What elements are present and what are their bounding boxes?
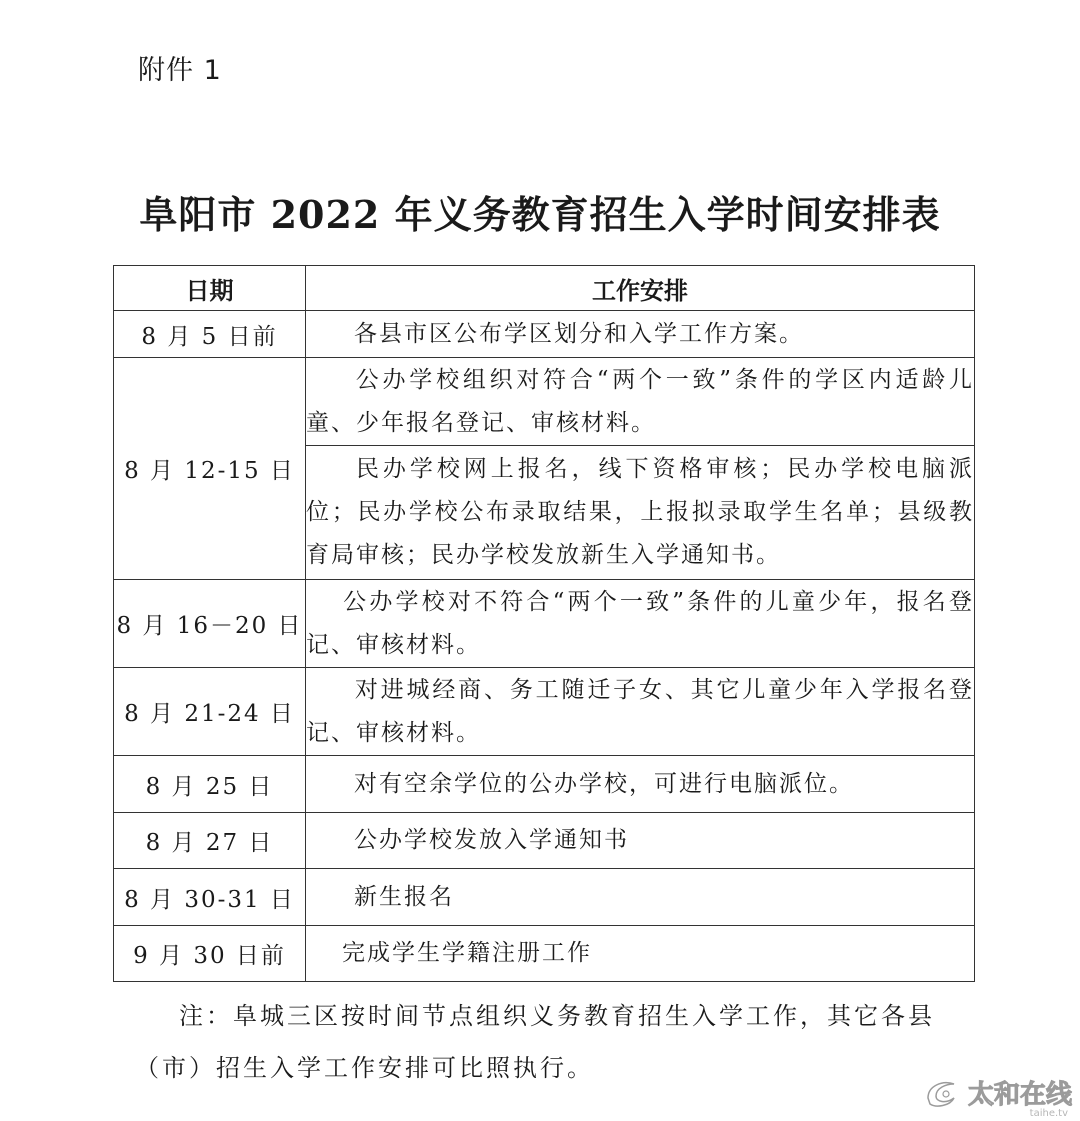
document-title: 阜阳市 2022 年义务教育招生入学时间安排表 xyxy=(139,192,941,237)
row-date: 8 月 21-24 日 xyxy=(114,668,306,756)
row-date: 8 月 16－20 日 xyxy=(114,580,306,668)
row-work xyxy=(306,311,975,358)
table-row xyxy=(114,926,975,982)
watermark-url: taihe.tv xyxy=(1029,1108,1068,1119)
table-row xyxy=(114,358,975,446)
work-text: 民办学校网上报名，线下资格审核；民办学校电脑派位；民办学校公布录取结果，上报拟录取学生名单；县级教育局审核；民办学校发放新生入学通知书。 xyxy=(306,456,974,568)
schedule-table xyxy=(113,265,975,982)
row-work xyxy=(306,580,975,668)
header-date: 日期 xyxy=(114,266,306,311)
attachment-label: 附件 1 xyxy=(138,55,222,86)
table-row xyxy=(114,668,975,756)
row-date: 8 月 30-31 日 xyxy=(114,869,306,926)
row-date: 8 月 25 日 xyxy=(114,756,306,813)
work-text: 公办学校对不符合“两个一致”条件的儿童少年，报名登记、审核材料。 xyxy=(306,588,974,658)
work-text: 新生报名 xyxy=(354,883,454,910)
row-work xyxy=(306,869,975,926)
row-work xyxy=(306,668,975,756)
row-work xyxy=(306,813,975,869)
table-row xyxy=(114,869,975,926)
work-text: 公办学校组织对符合“两个一致”条件的学区内适龄儿童、少年报名登记、审核材料。 xyxy=(306,366,974,436)
row-date: 8 月 12-15 日 xyxy=(114,358,306,580)
watermark-name: 太和在线 xyxy=(967,1080,1072,1110)
table-row xyxy=(114,756,975,813)
work-text: 对有空余学位的公办学校，可进行电脑派位。 xyxy=(354,770,854,797)
footnote-text: 注：阜城三区按时间节点组织义务教育招生入学工作，其它各县（市）招生入学工作安排可比照执行。 xyxy=(135,1002,935,1082)
table-row xyxy=(114,311,975,358)
row-date: 8 月 27 日 xyxy=(114,813,306,869)
table-row xyxy=(114,813,975,869)
work-text: 对进城经商、务工随迁子女、其它儿童少年入学报名登记、审核材料。 xyxy=(306,676,974,746)
table-row xyxy=(114,580,975,668)
table-header-row xyxy=(114,266,975,311)
row-date: 8 月 5 日前 xyxy=(114,311,306,358)
footnote xyxy=(135,990,945,1094)
row-work xyxy=(306,446,975,580)
swirl-logo-icon xyxy=(924,1076,964,1110)
row-date: 9 月 30 日前 xyxy=(114,926,306,982)
row-work xyxy=(306,756,975,813)
row-work xyxy=(306,926,975,982)
header-work: 工作安排 xyxy=(306,266,975,311)
work-text: 完成学生学籍注册工作 xyxy=(342,940,592,966)
row-work xyxy=(306,358,975,446)
work-text: 各县市区公布学区划分和入学工作方案。 xyxy=(354,320,804,347)
watermark xyxy=(924,1074,1072,1119)
work-text: 公办学校发放入学通知书 xyxy=(354,827,629,853)
